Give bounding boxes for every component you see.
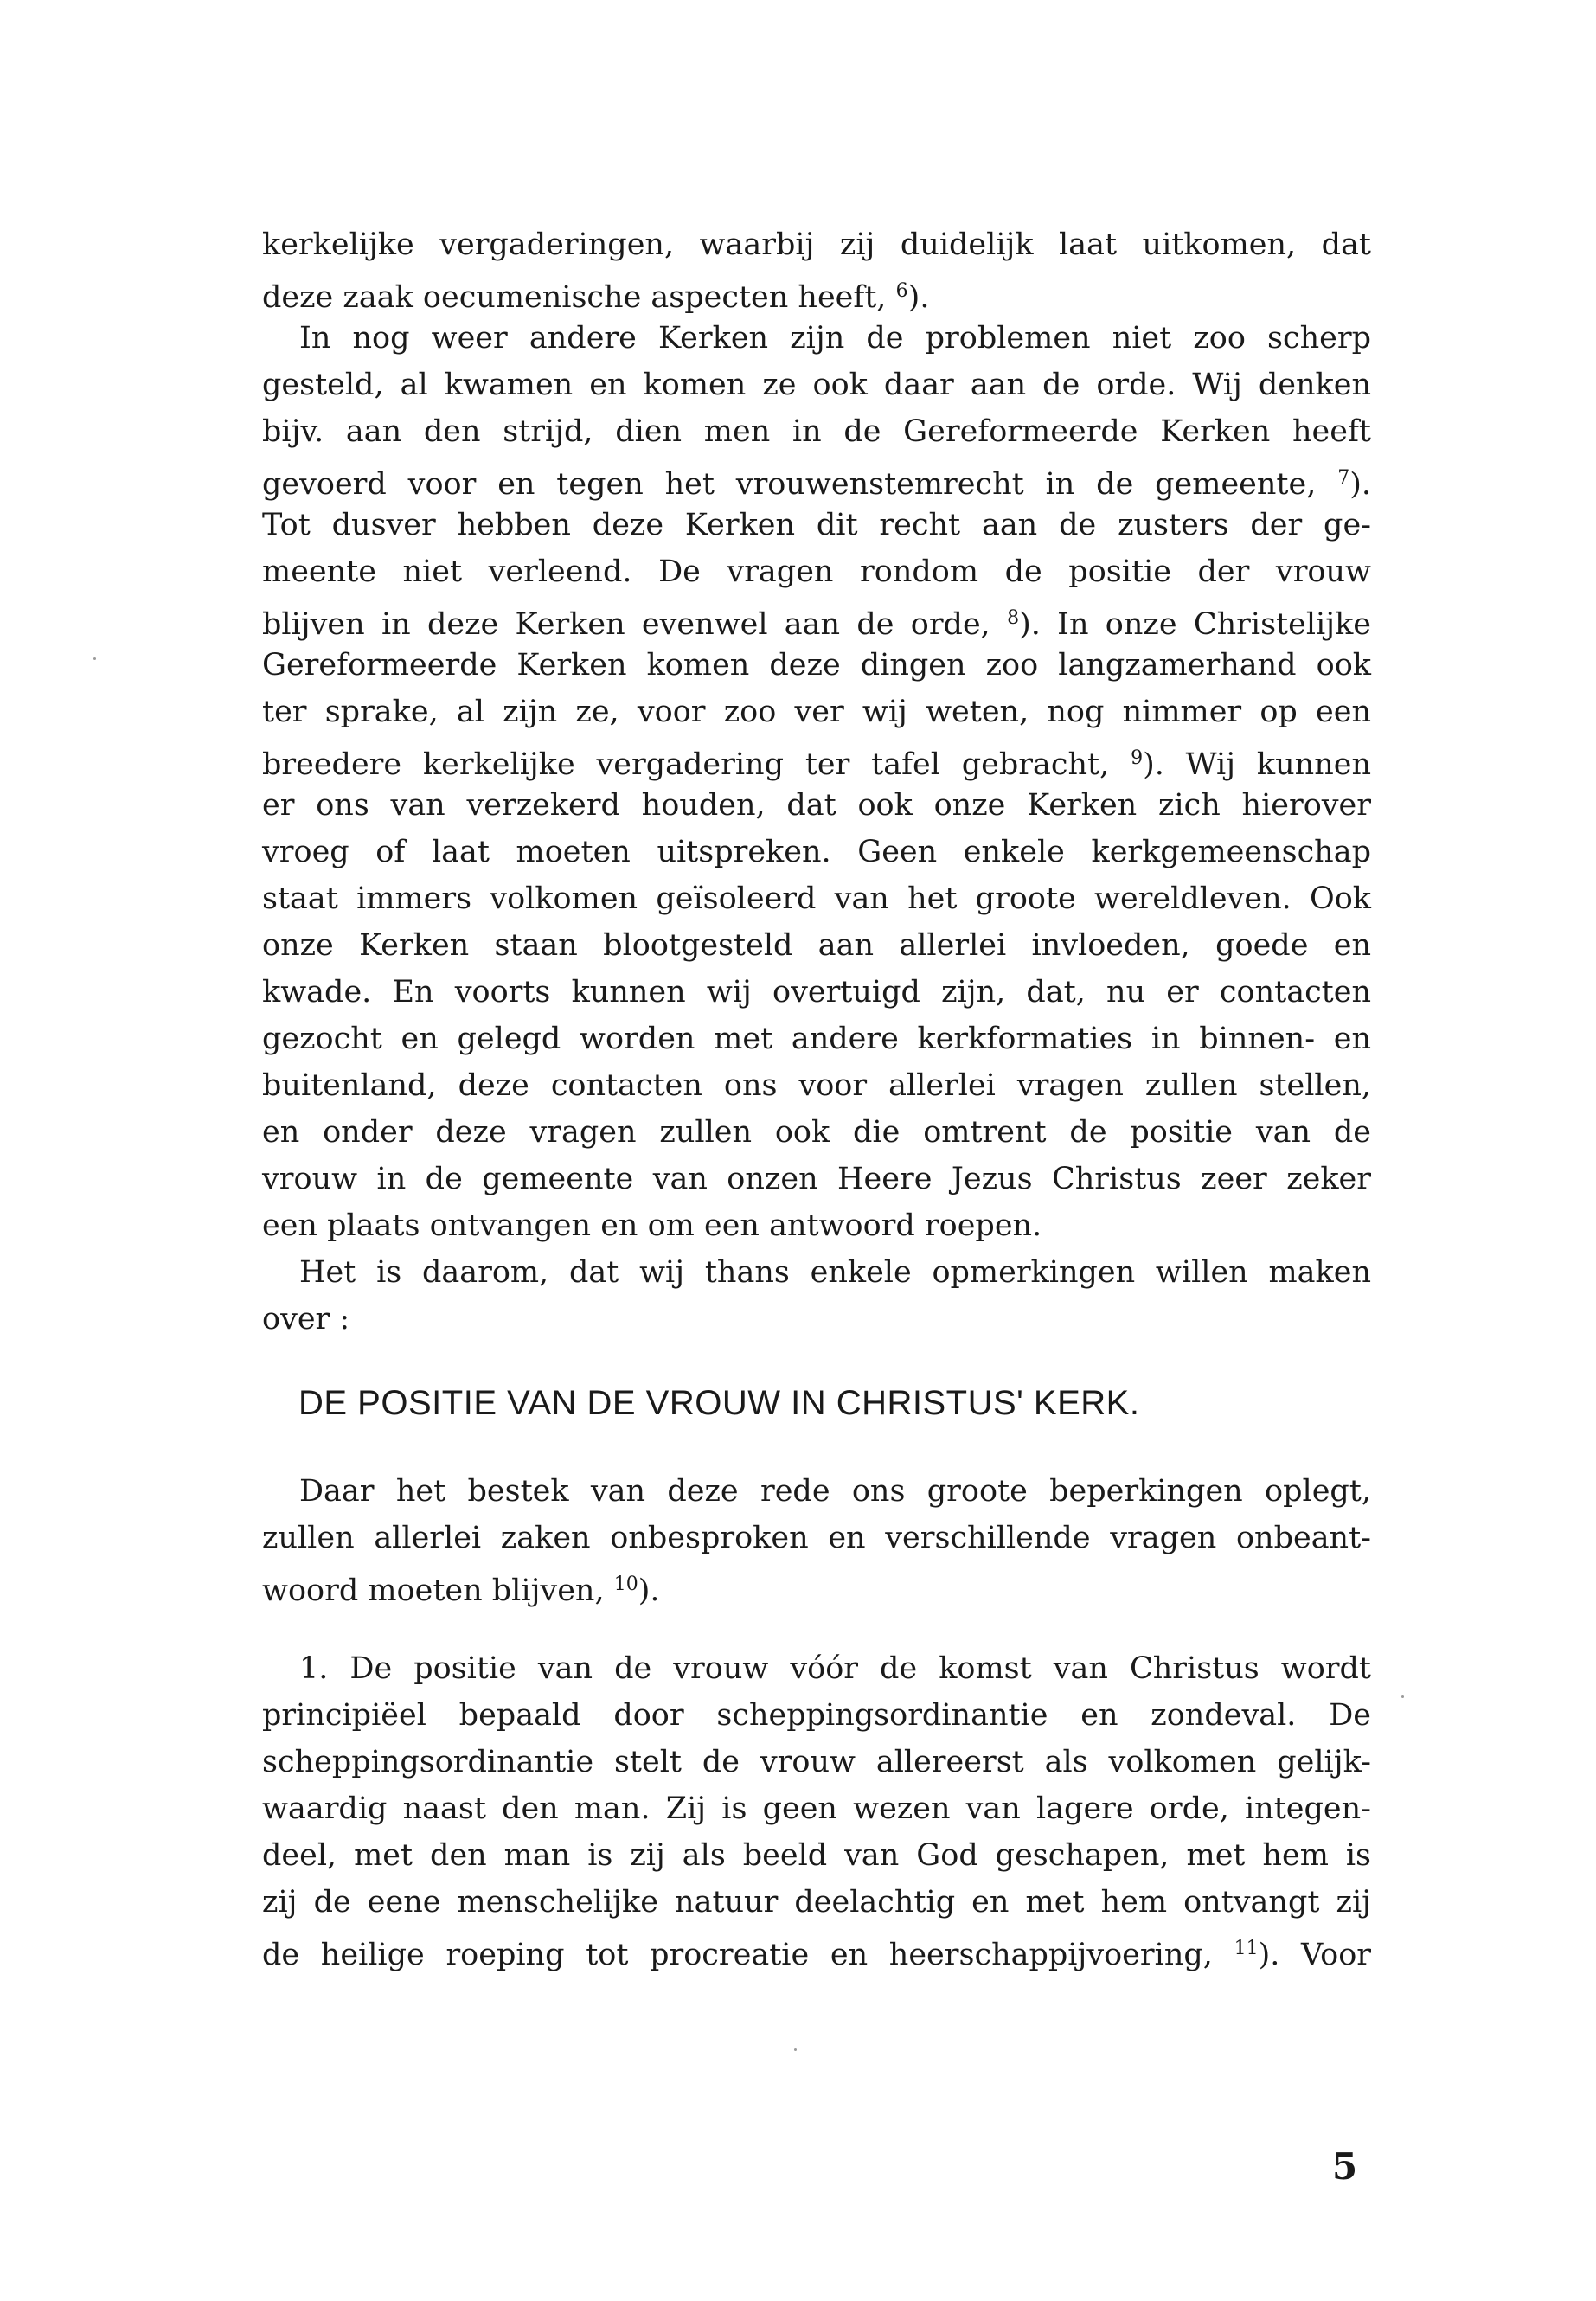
line-text: blijven in deze Kerken evenwel aan de orde,	[262, 607, 990, 642]
line-text: waardig naast den man. Zij is geen wezen van lagere orde, integen-	[262, 1791, 1371, 1826]
line-text: staat immers volkomen geïsoleerd van het groote wereldleven. Ook	[262, 881, 1371, 916]
text-line	[262, 1109, 1371, 1156]
text-line	[262, 1062, 1371, 1109]
line-tail: ). Voor	[1258, 1938, 1371, 1972]
text-line	[262, 1249, 1371, 1296]
line-text: gesteld, al kwamen en komen ze ook daar aan de orde. Wij denken	[262, 368, 1371, 402]
line-text: zullen allerlei zaken onbesproken en verschillende vragen onbeant-	[262, 1521, 1371, 1555]
line-text: woord moeten blijven,	[262, 1574, 605, 1608]
text-line	[262, 689, 1371, 735]
line-text: Gereformeerde Kerken komen deze dingen zoo langzamerhand ook	[262, 648, 1371, 683]
body-section-2	[262, 1468, 1371, 1608]
text-line	[262, 1156, 1371, 1202]
text-line	[262, 1785, 1371, 1832]
line-tail: ).	[907, 280, 930, 315]
line-tail: ). In onze Christelijke	[1019, 607, 1371, 642]
text-line	[262, 362, 1371, 408]
page-number: 5	[1332, 2145, 1358, 2188]
line-text: ter sprake, al zijn ze, voor zoo ver wij weten, nog nimmer op een	[262, 695, 1371, 729]
scan-speck	[794, 2048, 797, 2051]
line-text: en onder deze vragen zullen ook die omtrent de positie van de	[262, 1115, 1371, 1150]
line-text: vroeg of laat moeten uitspreken. Geen enkele kerkgemeenschap	[262, 835, 1371, 869]
line-text: breedere kerkelijke vergadering ter tafel gebracht,	[262, 747, 1110, 782]
line-text: deel, met den man is zij als beeld van God geschapen, met hem is	[262, 1838, 1371, 1873]
text-line	[262, 502, 1371, 548]
text-line	[262, 829, 1371, 875]
line-text: gezocht en gelegd worden met andere kerkformaties in binnen- en	[262, 1022, 1371, 1056]
line-text: meente niet verleend. De vragen rondom de positie der vrouw	[262, 554, 1371, 589]
text-line	[262, 782, 1371, 829]
text-line	[262, 548, 1371, 595]
footnote-marker: 9	[1131, 747, 1144, 769]
footnote-marker: 8	[1007, 607, 1020, 629]
text-line	[262, 1515, 1371, 1561]
text-line	[262, 1692, 1371, 1739]
line-tail: ).	[638, 1574, 660, 1608]
text-line	[262, 221, 1371, 268]
footnote-marker: 11	[1234, 1938, 1259, 1959]
text-line	[262, 735, 1371, 782]
text-line	[262, 408, 1371, 455]
line-text: een plaats ontvangen en om een antwoord roepen.	[262, 1208, 1042, 1243]
text-line	[262, 595, 1371, 642]
line-text: gevoerd voor en tegen het vrouwenstemrecht in de gemeente,	[262, 467, 1317, 502]
line-text: Het is daarom, dat wij thans enkele opmerkingen willen maken	[299, 1255, 1371, 1290]
text-line	[262, 1832, 1371, 1879]
line-text: kwade. En voorts kunnen wij overtuigd zijn, dat, nu er contacten	[262, 975, 1371, 1009]
text-line	[262, 922, 1371, 969]
line-tail: ). Wij kunnen	[1143, 747, 1371, 782]
line-text: kerkelijke vergaderingen, waarbij zij duidelijk laat uitkomen, dat	[262, 228, 1371, 262]
text-line	[262, 268, 1371, 315]
line-text: over :	[262, 1302, 350, 1336]
text-line	[262, 1879, 1371, 1926]
text-line	[262, 969, 1371, 1016]
line-text: bijv. aan den strijd, dien men in de Gereformeerde Kerken heeft	[262, 414, 1371, 449]
text-line	[262, 1926, 1371, 1972]
body-section-3	[262, 1645, 1371, 1972]
text-line	[262, 315, 1371, 362]
line-tail: ).	[1349, 467, 1371, 502]
text-line	[262, 1739, 1371, 1785]
text-line	[262, 1202, 1371, 1249]
footnote-marker: 10	[613, 1574, 638, 1595]
line-text: scheppingsordinantie stelt de vrouw allereerst als volkomen gelijk-	[262, 1745, 1371, 1779]
text-line	[262, 1016, 1371, 1062]
text-line	[262, 1468, 1371, 1515]
footnote-marker: 7	[1337, 467, 1350, 489]
line-text: principiëel bepaald door scheppingsordinantie en zondeval. De	[262, 1698, 1371, 1733]
text-line	[262, 1296, 1371, 1343]
line-text: onze Kerken staan blootgesteld aan allerlei invloeden, goede en	[262, 928, 1371, 963]
line-text: vrouw in de gemeente van onzen Heere Jezus Christus zeer zeker	[262, 1162, 1371, 1196]
text-line	[262, 875, 1371, 922]
line-text: Tot dusver hebben deze Kerken dit recht aan de zusters der ge-	[262, 508, 1371, 542]
scan-speck	[1401, 1695, 1404, 1698]
section-heading: DE POSITIE VAN DE VROUW IN CHRISTUS' KERK.	[298, 1384, 1140, 1422]
text-line	[262, 455, 1371, 502]
line-text: de heilige roeping tot procreatie en heerschappijvoering,	[262, 1938, 1213, 1972]
text-line	[262, 642, 1371, 689]
body-section-1	[262, 221, 1371, 1343]
scan-speck	[93, 657, 96, 660]
line-text: Daar het bestek van deze rede ons groote beperkingen oplegt,	[299, 1474, 1371, 1509]
line-text: deze zaak oecumenische aspecten heeft,	[262, 280, 887, 315]
line-text: In nog weer andere Kerken zijn de problemen niet zoo scherp	[299, 321, 1371, 356]
line-text: er ons van verzekerd houden, dat ook onze Kerken zich hierover	[262, 788, 1371, 823]
line-text: buitenland, deze contacten ons voor allerlei vragen zullen stellen,	[262, 1068, 1371, 1103]
line-text: zij de eene menschelijke natuur deelachtig en met hem ontvangt zij	[262, 1885, 1371, 1920]
text-line	[262, 1645, 1371, 1692]
footnote-marker: 6	[895, 280, 908, 302]
line-text: 1. De positie van de vrouw vóór de komst van Christus wordt	[299, 1651, 1371, 1686]
text-line	[262, 1561, 1371, 1608]
